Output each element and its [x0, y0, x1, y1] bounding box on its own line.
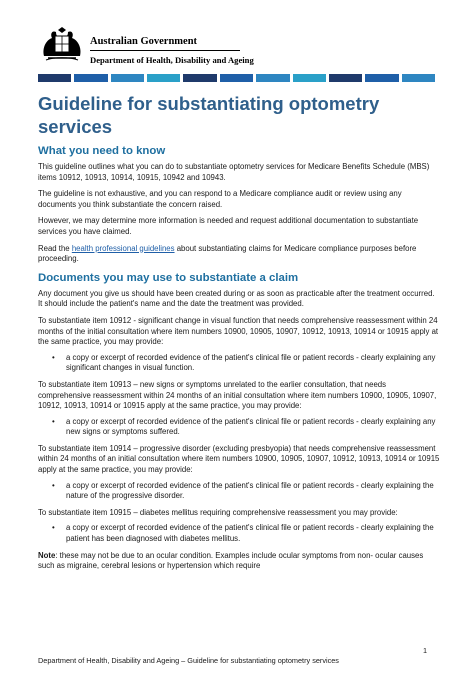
- health-professional-guidelines-link[interactable]: health professional guidelines: [71, 243, 175, 253]
- list-item-text: a copy or excerpt of recorded evidence of the patient's clinical file or patient records - clearly explaining any new signs or symptoms suffered.: [66, 416, 436, 437]
- list-item-text: a copy or excerpt of recorded evidence of the patient's clinical file or patient records - clearly explaining the nature of the progressive disorder.: [66, 480, 434, 501]
- paragraph-item-10914: To substantiate item 10914 – progressive disorder (excluding presbyopia) that needs comprehensive reassessment within 24 months of an initial consultation where item numbers 10900, 10905, 10907, 10912, 10913, 10914 or 10915 apply at the same practice, you may provide:: [38, 443, 440, 475]
- paragraph: The guideline is not exhaustive, and you can respond to a Medicare compliance audit or review using any documents you think substantiate the concern raised.: [38, 189, 402, 209]
- main-content: [38, 92, 440, 572]
- stripe-segment: [365, 74, 398, 82]
- list-item: [38, 481, 440, 502]
- list-item: [38, 523, 440, 544]
- header: [34, 22, 454, 66]
- paragraph-item-10912: To substantiate item 10912 - significant change in visual function that needs comprehensive reassessment within 24 months of the initial consultation where item numbers 10900, 10905, 10907, 10912, 10913, 10914 or 10915 apply at the same practice, you may provide:: [38, 315, 439, 347]
- bullet-icon: •: [52, 352, 55, 362]
- list-item-text: a copy or excerpt of recorded evidence of the patient's clinical file or patient records - clearly explaining any significant changes in visual function.: [66, 352, 436, 373]
- stripe-segment: [329, 74, 362, 82]
- note-text: : these may not be due to an ocular condition. Examples include ocular symptoms from non- ocular causes such as migraine, cerebral lesions or hypertension which require: [38, 550, 424, 571]
- stripe-segment: [147, 74, 180, 82]
- paragraph-item-10913: To substantiate item 10913 – new signs or symptoms unrelated to the earlier consultation, that needs comprehensive reassessment within 24 months of an initial consultation where item numbers 10900, 10905, 10907, 10912, 10913, 10914 or 10915 apply at the same practice, you may provide:: [38, 379, 437, 411]
- stripe-segment: [183, 74, 216, 82]
- stripe-segment: [74, 74, 107, 82]
- bullet-list: [38, 481, 440, 502]
- bullet-list: [38, 523, 440, 544]
- bullet-icon: •: [52, 416, 55, 426]
- list-item-text: a copy or excerpt of recorded evidence of the patient's clinical file or patient records - clearly explaining the patient has been diagnosed with diabetes mellitus.: [66, 523, 434, 544]
- bullet-list: [38, 353, 440, 374]
- list-item: [38, 353, 440, 374]
- section-heading-what-you-need-to-know: What you need to know: [38, 145, 166, 157]
- paragraph-item-10915: To substantiate item 10915 – diabetes mellitus requiring comprehensive reassessment you may provide:: [38, 507, 398, 517]
- section-heading-documents: Documents you may use to substantiate a claim: [38, 271, 299, 284]
- stripe-segment: [111, 74, 144, 82]
- government-name: Australian Government: [90, 36, 198, 47]
- paragraph-text: Read the: [38, 243, 72, 253]
- bullet-list: [38, 417, 440, 438]
- coat-of-arms-icon: [38, 26, 86, 62]
- paragraph-text: about substantiating claims for Medicare compliance purposes before proceeding.: [38, 243, 417, 264]
- stripe-segment: [402, 74, 435, 82]
- page-title: Guideline for substantiating optometry services: [38, 93, 380, 137]
- stripe-segment: [38, 74, 71, 82]
- paragraph: Any document you give us should have been created during or as soon as practicable after the treatment occurred. It should include the patient's name and the date the treatment was provided.: [38, 288, 435, 309]
- note-label: Note: [38, 550, 56, 560]
- list-item: [38, 417, 440, 438]
- footer: Department of Health, Disability and Ageing – Guideline for substantiating optometry services: [38, 656, 339, 665]
- department-name: Department of Health, Disability and Ageing: [90, 55, 254, 65]
- header-color-stripe: [38, 74, 438, 82]
- bullet-icon: •: [52, 523, 55, 533]
- stripe-segment: [293, 74, 326, 82]
- stripe-segment: [220, 74, 253, 82]
- paragraph: However, we may determine more information is needed and request additional documentation to substantiate services you have claimed.: [38, 216, 419, 236]
- note-paragraph: [38, 551, 440, 572]
- paragraph: This guideline outlines what you can do to substantiate optometry services for Medicare Benefits Schedule (MBS) items 10912, 10913, 10914, 10915, 10942 and 10943.: [38, 162, 430, 182]
- page-number: 1: [423, 646, 428, 655]
- paragraph-with-link: [38, 244, 440, 265]
- header-divider: [90, 50, 240, 51]
- stripe-segment: [256, 74, 289, 82]
- bullet-icon: •: [52, 480, 55, 490]
